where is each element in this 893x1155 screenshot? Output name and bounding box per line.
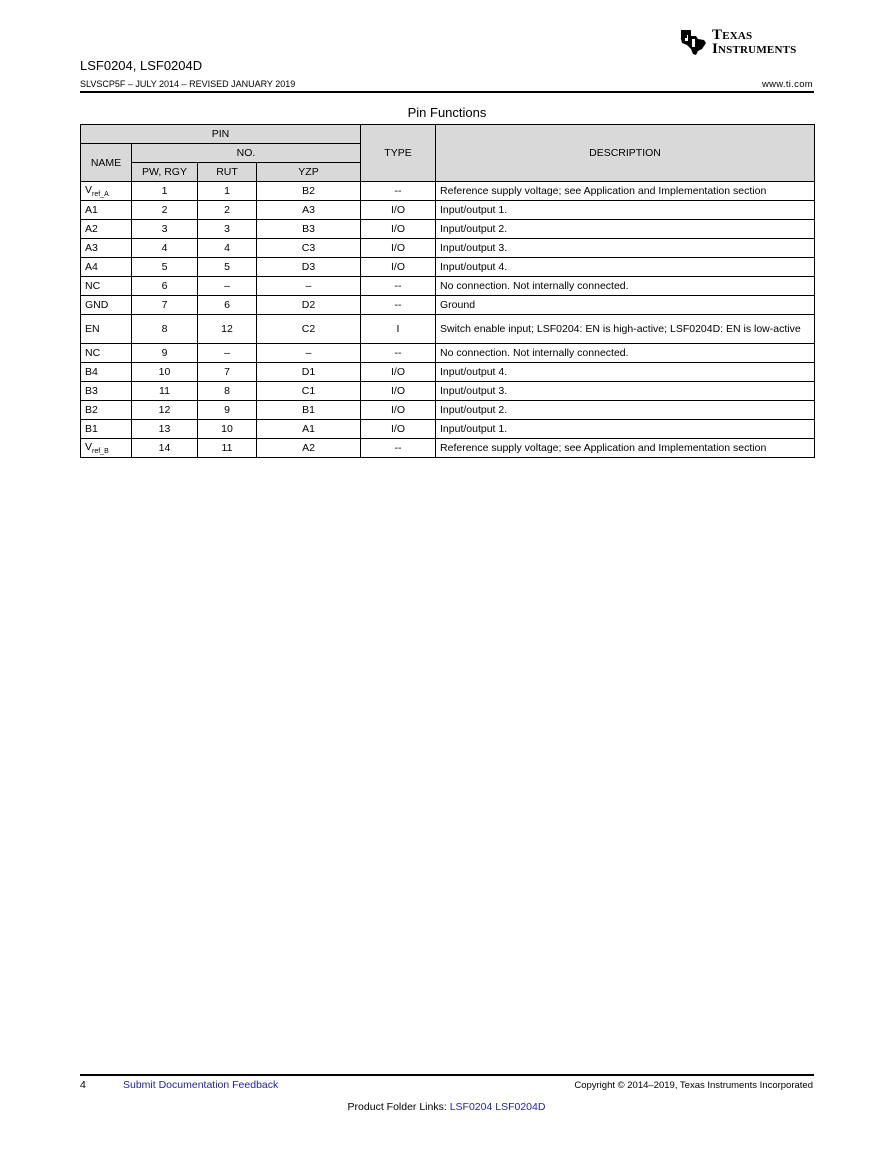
- pin-pw-rgy: 4: [132, 239, 198, 258]
- pin-yzp: –: [257, 277, 361, 296]
- pin-name: $V_{ref\_B}$: [81, 439, 132, 458]
- document-revision: SLVSCP5F – JULY 2014 – REVISED JANUARY 2019: [80, 79, 296, 89]
- pin-description: No connection. Not internally connected.: [436, 344, 815, 363]
- pin-type: --: [361, 344, 436, 363]
- pin-type: I/O: [361, 382, 436, 401]
- pin-name: B4: [81, 363, 132, 382]
- pin-rut: 3: [198, 220, 257, 239]
- header-pin: PIN: [81, 125, 361, 144]
- pin-name: A3: [81, 239, 132, 258]
- pin-yzp: D3: [257, 258, 361, 277]
- copyright: Copyright © 2014–2019, Texas Instruments Incorporated: [574, 1080, 813, 1091]
- pin-description: Input/output 1.: [436, 420, 815, 439]
- pin-pw-rgy: 7: [132, 296, 198, 315]
- table-title: Pin Functions: [407, 105, 487, 120]
- pin-rut: –: [198, 277, 257, 296]
- pin-yzp: B1: [257, 401, 361, 420]
- table-row: [81, 258, 815, 277]
- pin-functions-table: [80, 124, 815, 458]
- pin-yzp: C3: [257, 239, 361, 258]
- table-row: [81, 344, 815, 363]
- pin-rut: 6: [198, 296, 257, 315]
- pin-name: A1: [81, 201, 132, 220]
- pin-description: Switch enable input; LSF0204: EN is high-active; LSF0204D: EN is low-active: [436, 315, 815, 344]
- pin-pw-rgy: 3: [132, 220, 198, 239]
- pin-rut: 10: [198, 420, 257, 439]
- pin-pw-rgy: 1: [132, 182, 198, 201]
- pin-pw-rgy: 5: [132, 258, 198, 277]
- pin-yzp: D2: [257, 296, 361, 315]
- pin-description: Input/output 2.: [436, 401, 815, 420]
- pin-name: EN: [81, 315, 132, 344]
- pin-yzp: A1: [257, 420, 361, 439]
- document-title: LSF0204, LSF0204D: [80, 58, 203, 73]
- pin-type: --: [361, 182, 436, 201]
- pin-rut: 5: [198, 258, 257, 277]
- table-row: [81, 363, 815, 382]
- pin-pw-rgy: 9: [132, 344, 198, 363]
- pin-description: Input/output 4.: [436, 258, 815, 277]
- pin-name: B3: [81, 382, 132, 401]
- pin-name: A2: [81, 220, 132, 239]
- pin-rut: 12: [198, 315, 257, 344]
- pin-description: Input/output 1.: [436, 201, 815, 220]
- table-row: [81, 315, 815, 344]
- ti-logo: [678, 26, 796, 58]
- pin-description: Ground: [436, 296, 815, 315]
- table-row: [81, 401, 815, 420]
- footer-rule: [80, 1074, 814, 1076]
- pin-name: NC: [81, 277, 132, 296]
- pin-yzp: B3: [257, 220, 361, 239]
- pin-yzp: –: [257, 344, 361, 363]
- pin-type: I/O: [361, 220, 436, 239]
- table-row: [81, 239, 815, 258]
- header-name: NAME: [81, 144, 132, 182]
- header-rut: RUT: [198, 163, 257, 182]
- pin-rut: 9: [198, 401, 257, 420]
- header-rule: [80, 91, 814, 93]
- table-row: [81, 382, 815, 401]
- pin-description: Input/output 3.: [436, 239, 815, 258]
- table-row: [81, 420, 815, 439]
- pin-name: GND: [81, 296, 132, 315]
- pin-type: I/O: [361, 201, 436, 220]
- pin-name: A4: [81, 258, 132, 277]
- submit-feedback-link[interactable]: Submit Documentation Feedback: [123, 1079, 279, 1091]
- website-link[interactable]: www.ti.com: [761, 79, 813, 90]
- pin-pw-rgy: 14: [132, 439, 198, 458]
- pin-rut: 11: [198, 439, 257, 458]
- ti-wordmark: [712, 28, 796, 56]
- pin-type: I/O: [361, 420, 436, 439]
- brand-line2: Instruments: [712, 41, 797, 57]
- pin-type: I/O: [361, 363, 436, 382]
- pin-type: I/O: [361, 258, 436, 277]
- header-yzp: YZP: [257, 163, 361, 182]
- folder-link-lsf0204d[interactable]: LSF0204D: [495, 1101, 546, 1113]
- table-row: [81, 296, 815, 315]
- table-row: [81, 182, 815, 201]
- pin-pw-rgy: 12: [132, 401, 198, 420]
- pin-yzp: A3: [257, 201, 361, 220]
- pin-type: --: [361, 296, 436, 315]
- pin-name: NC: [81, 344, 132, 363]
- table-row: [81, 439, 815, 458]
- pin-description: No connection. Not internally connected.: [436, 277, 815, 296]
- texas-state-icon: [678, 27, 708, 57]
- product-folder-links: [0, 1101, 893, 1113]
- pin-pw-rgy: 10: [132, 363, 198, 382]
- pin-type: --: [361, 439, 436, 458]
- header-type: TYPE: [361, 125, 436, 182]
- table-row: [81, 220, 815, 239]
- pin-pw-rgy: 13: [132, 420, 198, 439]
- folder-link-lsf0204[interactable]: LSF0204: [449, 1101, 493, 1113]
- pin-type: I/O: [361, 401, 436, 420]
- pin-name: B1: [81, 420, 132, 439]
- pin-pw-rgy: 6: [132, 277, 198, 296]
- pin-yzp: D1: [257, 363, 361, 382]
- table-row: [81, 201, 815, 220]
- pin-pw-rgy: 2: [132, 201, 198, 220]
- pin-rut: 4: [198, 239, 257, 258]
- pin-rut: 8: [198, 382, 257, 401]
- pin-yzp: A2: [257, 439, 361, 458]
- header-no: NO.: [132, 144, 361, 163]
- pin-rut: 1: [198, 182, 257, 201]
- pin-rut: –: [198, 344, 257, 363]
- pin-name: $V_{ref\_A}$: [81, 182, 132, 201]
- header-pw-rgy: PW, RGY: [132, 163, 198, 182]
- page-number: 4: [80, 1079, 86, 1091]
- pin-description: Input/output 2.: [436, 220, 815, 239]
- pin-name: B2: [81, 401, 132, 420]
- pin-type: I: [361, 315, 436, 344]
- pin-yzp: C1: [257, 382, 361, 401]
- pin-type: I/O: [361, 239, 436, 258]
- folder-label: Product Folder Links:: [347, 1101, 447, 1113]
- pin-type: --: [361, 277, 436, 296]
- pin-yzp: B2: [257, 182, 361, 201]
- pin-pw-rgy: 8: [132, 315, 198, 344]
- pin-rut: 2: [198, 201, 257, 220]
- pin-rut: 7: [198, 363, 257, 382]
- pin-description: Reference supply voltage; see Application and Implementation section: [436, 439, 815, 458]
- pin-pw-rgy: 11: [132, 382, 198, 401]
- pin-description: Input/output 3.: [436, 382, 815, 401]
- table-row: [81, 277, 815, 296]
- pin-yzp: C2: [257, 315, 361, 344]
- pin-description: Reference supply voltage; see Application and Implementation section: [436, 182, 815, 201]
- brand-line1: Texas: [712, 27, 753, 43]
- pin-description: Input/output 4.: [436, 363, 815, 382]
- header-description: DESCRIPTION: [436, 125, 815, 182]
